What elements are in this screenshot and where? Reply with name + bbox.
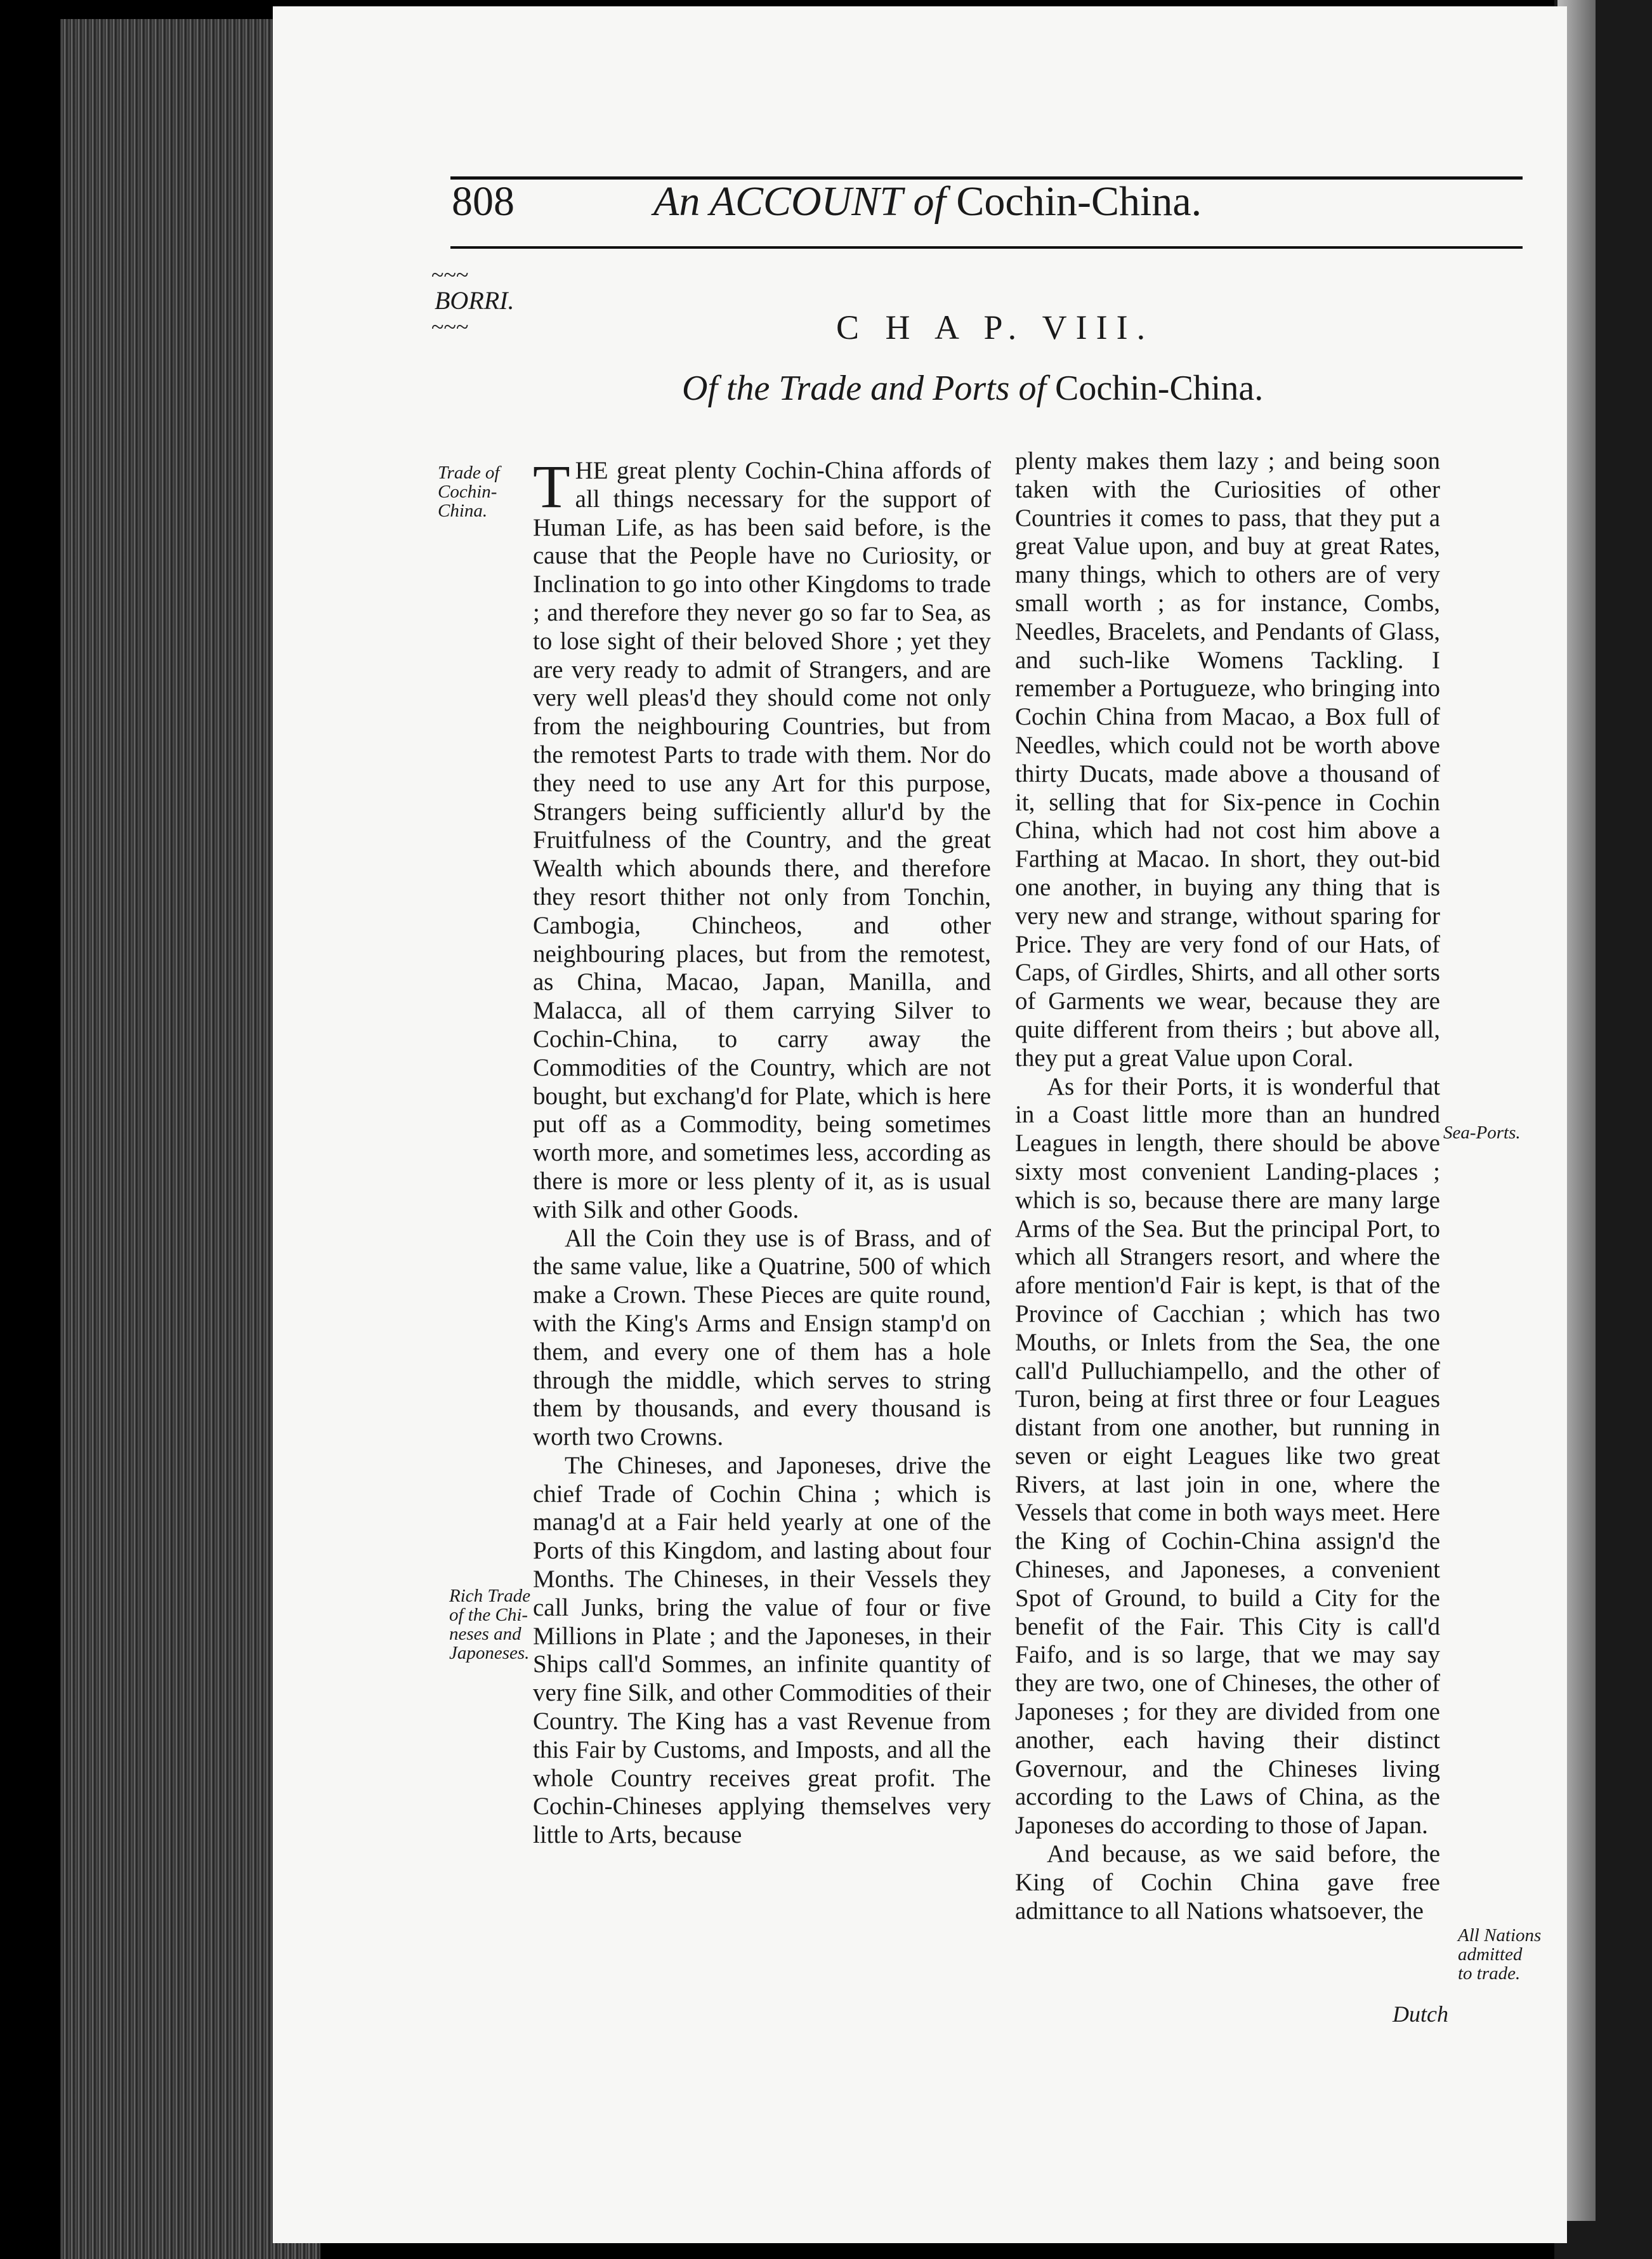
chapter-number: C H A P. VIII. (836, 308, 1155, 346)
page-number: 808 (452, 178, 515, 225)
paragraph: The Chineses, and Japoneses, drive the chief Trade of Cochin China ; which is manag'd at a Fair held yearly at one of the Ports of this Kingdom, and lasting about four Months. The Chineses, in their Vessels they call Junks, bring the value of four or five Millions in Plate ; and the Japoneses, in their Ships call'd Sommes, an infinite quantity of very fine Silk, and other Commodities of their Country. The King has a vast Revenue from this Fair by Customs, and Imposts, and all the whole Country receives great profit. The Cochin-Chineses applying themselves very little to Arts, because (533, 1451, 991, 1849)
paragraph: As for their Ports, it is wonderful that in a Coast little more than an hundred Leagues in length, there should be above sixty most convenient Landing-places ; which is so, because there are many large Arms of the Sea. But the principal Port, to which all Strangers resort, and where the afore mention'd Fair is kept, is that of the Province of Cacchian ; which has two Mouths, or Inlets from the Sea, the one call'd Pulluchiampello, and the other of Turon, being at first three or four Leagues distant from one another, but running in seven or eight Leagues like two great Rivers, at last join in one, where the Vessels that come in both ways meet. Here the King of Cochin-China assign'd the Chineses, and Japoneses, a convenient Spot of Ground, to build a City for the benefit of the Fair. This City is call'd Faifo, and is so large, that we may say they are two, one of Chineses, the other of Japoneses ; for they are divided from one another, each having their distinct Governour, and the Chineses living according to the Laws of China, as the Japoneses do according to those of Japan. (1015, 1072, 1440, 1840)
text-column-right (1015, 447, 1440, 1925)
drop-cap: T (533, 452, 570, 520)
ornament-bottom: ~~~ (431, 314, 469, 339)
chapter-title-lead: Of the Trade and Ports of (682, 369, 1047, 408)
paragraph: And because, as we said before, the King of Cochin China gave free admittance to all Nations whatsoever, the (1015, 1840, 1440, 1925)
running-head-account: An ACCOUNT (653, 178, 903, 225)
paragraph: All the Coin they use is of Brass, and of the same value, like a Quatrine, 500 of which make a Crown. These Pieces are quite round, with the King's Arms and Ensign stamp'd on them, and every one of them has a hole through the middle, which serves to string them by thousands, and every thousand is worth two Crowns. (533, 1224, 991, 1451)
running-head-place: Cochin-China. (956, 178, 1202, 225)
margin-note-sea-ports: Sea-Ports. (1443, 1123, 1521, 1143)
chapter-title-place: Cochin-China. (1055, 369, 1264, 408)
text-column-left (533, 452, 991, 1850)
paragraph (533, 452, 991, 1225)
ornament-top: ~~~ (431, 262, 469, 287)
paragraph-text: HE great plenty Cochin-China affords of all things necessary for the support of Human Life, as has been said before, is the cause that the People have no Curiosity, or Inclination to go into other Kingdoms to trade ; and therefore they never go so far to Sea, as to lose sight of their beloved Shore ; yet they are very ready to admit of Strangers, and are very well pleas'd they should come not only from the neighbouring Countries, but from the remotest Parts to trade with them. Nor do they need to use any Art for this purpose, Strangers being sufficiently allur'd by the Fruitfulness of the Country, and the great Wealth which abounds there, and therefore they resort thither not only from Tonchin, Cambogia, Chincheos, and other neighbouring places, but from the remotest, as China, Macao, Japan, Manilla, and Malacca, all of them carrying Silver to Cochin-China, to carry away the Commodities of the Country, which are not bought, but exchang'd for Plate, which is here put off as a Commodity, being sometimes worth more, and sometimes less, according as there is more or less plenty of it, as is usual with Silk and other Goods. (533, 457, 991, 1223)
side-heading: BORRI. (435, 286, 515, 315)
catchword: Dutch (1393, 2001, 1448, 2027)
chapter-title (682, 368, 1263, 409)
margin-note-all-nations: All Nations admitted to trade. (1458, 1925, 1542, 1984)
margin-note-trade: Trade of Cochin- China. (438, 463, 500, 521)
running-head-of: of (913, 178, 946, 225)
header-rule-bottom (450, 246, 1523, 249)
paragraph: plenty makes them lazy ; and being soon taken with the Curiosities of other Countries it comes to pass, that they put a great Value upon, and buy at great Rates, many things, which to others are of very small worth ; as for instance, Combs, Needles, Bracelets, and Pendants of Glass, and such-like Womens Tackling. I remember a Portugueze, who bringing into Cochin China from Macao, a Box full of Needles, which could not be worth above thirty Ducats, made above a thousand of it, selling that for Six-pence in Cochin China, which had not cost him above a Farthing at Macao. In short, they out-bid one another, in buying any thing that is very new and strange, without sparing for Price. They are very fond of our Hats, of Caps, of Girdles, Shirts, and all other sorts of Garments we wear, because they are quite different from theirs ; but above all, they put a great Value upon Coral. (1015, 447, 1440, 1072)
margin-note-rich-trade: Rich Trade of the Chi- neses and Japoneses. (449, 1586, 531, 1663)
running-head (653, 178, 1202, 226)
